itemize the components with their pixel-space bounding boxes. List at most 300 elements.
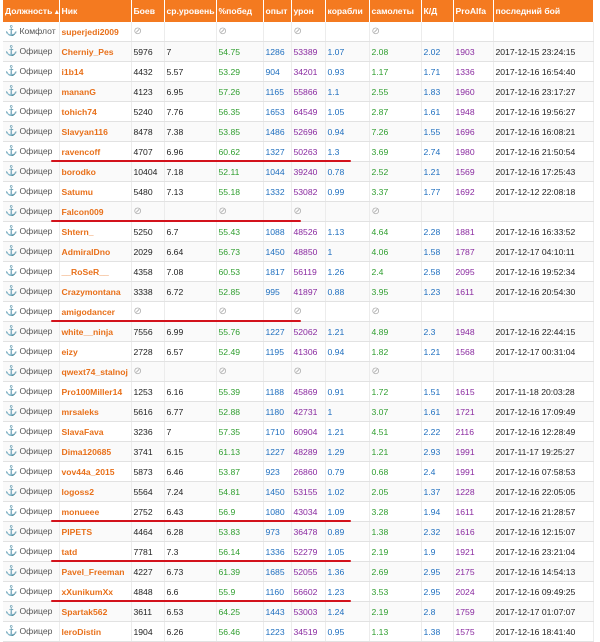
ships-cell: 1 <box>325 402 369 422</box>
last-battle-cell: 2017-12-16 16:54:40 <box>493 62 593 82</box>
xp-cell: 1332 <box>263 182 291 202</box>
table-row <box>3 82 593 102</box>
battles-cell: 3236 <box>131 422 164 442</box>
planes-cell: 1.21 <box>369 442 421 462</box>
rank-cell <box>3 42 59 62</box>
ships-cell: 1.02 <box>325 482 369 502</box>
nick-link[interactable]: Crazymontana <box>59 282 131 302</box>
xp-cell: 1165 <box>263 82 291 102</box>
planes-cell: 3.37 <box>369 182 421 202</box>
rank-label: Офицер <box>19 66 53 76</box>
win-rate-cell: 56.46 <box>216 622 263 642</box>
damage-cell: 53003 <box>291 602 325 622</box>
damage-cell: 39240 <box>291 162 325 182</box>
rank-label: Офицер <box>19 566 53 576</box>
last-battle-cell: 2017-12-16 22:44:15 <box>493 322 593 342</box>
battles-cell: 4227 <box>131 562 164 582</box>
proalfa-cell: 2024 <box>453 582 493 602</box>
ships-cell: 1.07 <box>325 42 369 62</box>
damage-cell: 56602 <box>291 582 325 602</box>
planes-cell: 4.64 <box>369 222 421 242</box>
anchor-icon: ⚓ <box>5 46 18 57</box>
planes-cell: 2.87 <box>369 102 421 122</box>
last-battle-cell: 2017-12-16 22:05:05 <box>493 482 593 502</box>
rank-label: Офицер <box>19 206 53 216</box>
kd-cell: 2.95 <box>421 582 453 602</box>
kd-cell: 1.37 <box>421 482 453 502</box>
xp-cell: 1486 <box>263 122 291 142</box>
anchor-icon: ⚓ <box>5 466 18 477</box>
rank-cell <box>3 402 59 422</box>
proalfa-cell: 1960 <box>453 82 493 102</box>
anchor-icon: ⚓ <box>5 326 18 337</box>
kd-cell: 2.4 <box>421 462 453 482</box>
nick-link[interactable]: eizy <box>59 342 131 362</box>
proalfa-cell: 1611 <box>453 502 493 522</box>
rank-label: Офицер <box>19 506 53 516</box>
xp-cell: 1180 <box>263 402 291 422</box>
xp-cell: 1223 <box>263 622 291 642</box>
kd-cell: 1.38 <box>421 622 453 642</box>
column-header-proalfa[interactable]: ProAlfa <box>453 0 493 22</box>
damage-cell: 64549 <box>291 102 325 122</box>
hidden-stat-cell: ⊘ <box>369 362 421 382</box>
ships-cell: 0.95 <box>325 622 369 642</box>
win-rate-cell: 55.9 <box>216 582 263 602</box>
nick-link[interactable]: mananG <box>59 82 131 102</box>
damage-cell: 34519 <box>291 622 325 642</box>
column-header-rank[interactable]: Должность▲ <box>3 0 59 22</box>
proalfa-cell: 1980 <box>453 142 493 162</box>
last-battle-cell: 2017-12-16 12:28:49 <box>493 422 593 442</box>
rank-cell <box>3 162 59 182</box>
damage-cell: 55866 <box>291 82 325 102</box>
kd-cell: 2.28 <box>421 222 453 242</box>
last-battle-cell: 2017-12-17 00:31:04 <box>493 342 593 362</box>
battles-cell: 4123 <box>131 82 164 102</box>
xp-cell: 1336 <box>263 542 291 562</box>
proalfa-cell: 1759 <box>453 602 493 622</box>
rank-label: Офицер <box>19 266 53 276</box>
battles-cell: 5480 <box>131 182 164 202</box>
planes-cell: 2.4 <box>369 262 421 282</box>
last-battle-cell: 2017-12-16 21:50:54 <box>493 142 593 162</box>
column-header-damage[interactable]: урон <box>291 0 325 22</box>
nick-link[interactable]: Cherniy_Pes <box>59 42 131 62</box>
table-row <box>3 362 593 382</box>
xp-cell: 1195 <box>263 342 291 362</box>
nick-link[interactable]: white__ninja <box>59 322 131 342</box>
win-rate-cell: 64.25 <box>216 602 263 622</box>
hidden-stat-cell <box>453 202 493 222</box>
anchor-icon: ⚓ <box>5 246 18 257</box>
xp-cell: 1227 <box>263 322 291 342</box>
table-row <box>3 322 593 342</box>
win-rate-cell: 53.87 <box>216 462 263 482</box>
nick-link[interactable]: monueee <box>59 502 131 522</box>
rank-label: Офицер <box>19 306 53 316</box>
ships-cell: 1.36 <box>325 562 369 582</box>
proalfa-cell: 1921 <box>453 542 493 562</box>
win-rate-cell: 56.35 <box>216 102 263 122</box>
ships-cell: 1 <box>325 242 369 262</box>
win-rate-cell: 60.53 <box>216 262 263 282</box>
proalfa-cell: 1568 <box>453 342 493 362</box>
last-battle-cell: 2017-12-16 19:56:27 <box>493 102 593 122</box>
column-header-xp[interactable]: опыт <box>263 0 291 22</box>
table-row <box>3 302 593 322</box>
planes-cell: 1.17 <box>369 62 421 82</box>
proalfa-cell: 1948 <box>453 322 493 342</box>
kd-cell: 1.71 <box>421 62 453 82</box>
damage-cell: 48526 <box>291 222 325 242</box>
anchor-icon: ⚓ <box>5 546 18 557</box>
red-underline-mark <box>51 560 351 562</box>
table-row <box>3 402 593 422</box>
planes-cell: 1.13 <box>369 622 421 642</box>
hidden-stat-cell <box>164 202 216 222</box>
battles-cell: 4358 <box>131 262 164 282</box>
column-header-ships[interactable]: корабли <box>325 0 369 22</box>
table-row <box>3 442 593 462</box>
last-battle-cell: 2017-12-16 07:58:53 <box>493 462 593 482</box>
damage-cell: 41306 <box>291 342 325 362</box>
win-rate-cell: 57.35 <box>216 422 263 442</box>
rank-label: Офицер <box>19 386 53 396</box>
rank-cell <box>3 262 59 282</box>
anchor-icon: ⚓ <box>5 346 18 357</box>
hidden-stat-cell <box>421 22 453 42</box>
battles-cell: 1904 <box>131 622 164 642</box>
rank-label: Офицер <box>19 366 53 376</box>
table-row <box>3 282 593 302</box>
hidden-stat-cell <box>263 362 291 382</box>
damage-cell: 52062 <box>291 322 325 342</box>
ships-cell: 1.26 <box>325 262 369 282</box>
hidden-stat-cell: ⊘ <box>291 362 325 382</box>
avg-level-cell: 6.72 <box>164 282 216 302</box>
avg-level-cell: 7.76 <box>164 102 216 122</box>
table-row <box>3 422 593 442</box>
damage-cell: 48850 <box>291 242 325 262</box>
ships-cell: 0.99 <box>325 182 369 202</box>
planes-cell: 3.28 <box>369 502 421 522</box>
table-row <box>3 562 593 582</box>
nick-link[interactable]: SlavaFava <box>59 422 131 442</box>
avg-level-cell: 6.7 <box>164 222 216 242</box>
battles-cell: 5564 <box>131 482 164 502</box>
rank-cell <box>3 82 59 102</box>
red-underline-mark <box>51 160 351 162</box>
hidden-stat-cell <box>263 202 291 222</box>
win-rate-cell: 55.76 <box>216 322 263 342</box>
rank-label: Офицер <box>19 486 53 496</box>
avg-level-cell: 7.24 <box>164 482 216 502</box>
hidden-stat-cell: ⊘ <box>131 362 164 382</box>
avg-level-cell: 6.46 <box>164 462 216 482</box>
table-row <box>3 382 593 402</box>
last-battle-cell: 2017-12-16 17:25:43 <box>493 162 593 182</box>
planes-cell: 2.05 <box>369 482 421 502</box>
anchor-icon: ⚓ <box>5 226 18 237</box>
damage-cell: 36478 <box>291 522 325 542</box>
table-row <box>3 342 593 362</box>
damage-cell: 48289 <box>291 442 325 462</box>
battles-cell: 5873 <box>131 462 164 482</box>
rank-label: Офицер <box>19 406 53 416</box>
column-header-win-rate[interactable]: %побед <box>216 0 263 22</box>
last-battle-cell: 2017-11-17 19:25:27 <box>493 442 593 462</box>
planes-cell: 4.06 <box>369 242 421 262</box>
column-header-battles[interactable]: Боев <box>131 0 164 22</box>
last-battle-cell: 2017-12-16 17:09:49 <box>493 402 593 422</box>
battles-cell: 8478 <box>131 122 164 142</box>
ships-cell: 0.94 <box>325 342 369 362</box>
avg-level-cell: 6.15 <box>164 442 216 462</box>
nick-link[interactable]: tohich74 <box>59 102 131 122</box>
hidden-stat-cell <box>453 302 493 322</box>
nick-link[interactable]: xXunikumXx <box>59 582 131 602</box>
rank-label: Офицер <box>19 546 53 556</box>
table-row <box>3 622 593 642</box>
nick-link[interactable]: borodko <box>59 162 131 182</box>
hidden-stat-cell <box>493 302 593 322</box>
hidden-stat-cell: ⊘ <box>291 202 325 222</box>
rank-cell <box>3 362 59 382</box>
header-row <box>3 0 593 22</box>
column-header-nick[interactable]: Ник <box>59 0 131 22</box>
rank-label: Офицер <box>19 526 53 536</box>
nick-link[interactable]: Dima120685 <box>59 442 131 462</box>
column-header-avg-level[interactable]: ср.уровень <box>164 0 216 22</box>
rank-label: Офицер <box>19 466 53 476</box>
nick-link[interactable]: Spartak562 <box>59 602 131 622</box>
nick-link[interactable]: Pro100Miller14 <box>59 382 131 402</box>
xp-cell: 1710 <box>263 422 291 442</box>
table-row <box>3 462 593 482</box>
anchor-icon: ⚓ <box>5 486 18 497</box>
anchor-icon: ⚓ <box>5 366 18 377</box>
nick-link[interactable]: Falcon009 <box>59 202 131 222</box>
ships-cell: 1.1 <box>325 82 369 102</box>
planes-cell: 7.26 <box>369 122 421 142</box>
column-header-kd[interactable]: К/Д <box>421 0 453 22</box>
proalfa-cell: 1881 <box>453 222 493 242</box>
avg-level-cell: 6.95 <box>164 82 216 102</box>
avg-level-cell: 7 <box>164 42 216 62</box>
rank-label: Комфлот <box>19 26 56 36</box>
planes-cell: 3.53 <box>369 582 421 602</box>
xp-cell: 904 <box>263 62 291 82</box>
rank-cell <box>3 602 59 622</box>
column-header-last-battle[interactable]: последний бой <box>493 0 593 22</box>
hidden-stat-cell: ⊘ <box>216 22 263 42</box>
kd-cell: 1.21 <box>421 342 453 362</box>
nick-link[interactable]: ravencoff <box>59 142 131 162</box>
hidden-stat-cell <box>164 22 216 42</box>
hidden-stat-cell: ⊘ <box>131 202 164 222</box>
battles-cell: 2728 <box>131 342 164 362</box>
table-row <box>3 62 593 82</box>
nick-link[interactable]: superjedi2009 <box>59 22 131 42</box>
avg-level-cell: 6.96 <box>164 142 216 162</box>
last-battle-cell: 2017-12-16 18:41:40 <box>493 622 593 642</box>
kd-cell: 1.83 <box>421 82 453 102</box>
hidden-stat-cell <box>421 202 453 222</box>
last-battle-cell: 2017-12-15 23:24:15 <box>493 42 593 62</box>
xp-cell: 1450 <box>263 482 291 502</box>
planes-cell: 2.08 <box>369 42 421 62</box>
rank-cell <box>3 182 59 202</box>
table-row <box>3 582 593 602</box>
column-header-planes[interactable]: самолеты <box>369 0 421 22</box>
avg-level-cell: 7.08 <box>164 262 216 282</box>
kd-cell: 2.22 <box>421 422 453 442</box>
damage-cell: 52055 <box>291 562 325 582</box>
table-row <box>3 162 593 182</box>
hidden-stat-cell <box>164 302 216 322</box>
xp-cell: 1160 <box>263 582 291 602</box>
last-battle-cell: 2017-11-18 20:03:28 <box>493 382 593 402</box>
ships-cell: 1.13 <box>325 222 369 242</box>
nick-link[interactable]: tatd <box>59 542 131 562</box>
rank-label: Офицер <box>19 126 53 136</box>
win-rate-cell: 56.14 <box>216 542 263 562</box>
nick-link[interactable]: Shtern_ <box>59 222 131 242</box>
xp-cell: 1088 <box>263 222 291 242</box>
avg-level-cell: 7.38 <box>164 122 216 142</box>
rank-cell <box>3 422 59 442</box>
proalfa-cell: 1569 <box>453 162 493 182</box>
anchor-icon: ⚓ <box>5 186 18 197</box>
proalfa-cell: 2116 <box>453 422 493 442</box>
avg-level-cell: 6.16 <box>164 382 216 402</box>
win-rate-cell: 55.18 <box>216 182 263 202</box>
battles-cell: 5250 <box>131 222 164 242</box>
nick-link[interactable]: qwext74_stalnoj <box>59 362 131 382</box>
win-rate-cell: 53.85 <box>216 122 263 142</box>
avg-level-cell: 6.57 <box>164 342 216 362</box>
ships-cell: 0.93 <box>325 62 369 82</box>
rank-label: Офицер <box>19 226 53 236</box>
proalfa-cell: 1721 <box>453 402 493 422</box>
anchor-icon: ⚓ <box>5 206 18 217</box>
rank-cell <box>3 222 59 242</box>
proalfa-cell: 2175 <box>453 562 493 582</box>
nick-link[interactable]: mrsaleks <box>59 402 131 422</box>
rank-label: Офицер <box>19 606 53 616</box>
rank-label: Офицер <box>19 86 53 96</box>
kd-cell: 1.61 <box>421 402 453 422</box>
hidden-stat-cell: ⊘ <box>291 302 325 322</box>
nick-link[interactable]: amigodancer <box>59 302 131 322</box>
xp-cell: 1653 <box>263 102 291 122</box>
proalfa-cell: 1228 <box>453 482 493 502</box>
anchor-icon: ⚓ <box>5 166 18 177</box>
proalfa-cell: 1787 <box>453 242 493 262</box>
xp-cell: 973 <box>263 522 291 542</box>
xp-cell: 1443 <box>263 602 291 622</box>
battles-cell: 4707 <box>131 142 164 162</box>
last-battle-cell: 2017-12-16 16:08:21 <box>493 122 593 142</box>
nick-link[interactable]: i1b14 <box>59 62 131 82</box>
planes-cell: 4.89 <box>369 322 421 342</box>
ships-cell: 0.94 <box>325 122 369 142</box>
proalfa-cell: 1611 <box>453 282 493 302</box>
anchor-icon: ⚓ <box>5 66 18 77</box>
hidden-stat-cell: ⊘ <box>369 22 421 42</box>
rank-label: Офицер <box>19 426 53 436</box>
hidden-stat-cell <box>453 362 493 382</box>
table-row <box>3 42 593 62</box>
rank-cell <box>3 562 59 582</box>
nick-link[interactable]: Slavyan116 <box>59 122 131 142</box>
battles-cell: 4432 <box>131 62 164 82</box>
last-battle-cell: 2017-12-16 16:33:52 <box>493 222 593 242</box>
rank-cell <box>3 442 59 462</box>
rank-cell <box>3 582 59 602</box>
planes-cell: 3.95 <box>369 282 421 302</box>
rank-cell <box>3 482 59 502</box>
xp-cell: 1044 <box>263 162 291 182</box>
rank-cell <box>3 342 59 362</box>
damage-cell: 43034 <box>291 502 325 522</box>
xp-cell: 1080 <box>263 502 291 522</box>
avg-level-cell: 7 <box>164 422 216 442</box>
damage-cell: 26860 <box>291 462 325 482</box>
nick-link[interactable]: PIPETS <box>59 522 131 542</box>
nick-link[interactable]: vov44a_2015 <box>59 462 131 482</box>
win-rate-cell: 61.13 <box>216 442 263 462</box>
table-row <box>3 122 593 142</box>
proalfa-cell: 1991 <box>453 442 493 462</box>
hidden-stat-cell <box>164 362 216 382</box>
kd-cell: 1.58 <box>421 242 453 262</box>
win-rate-cell: 52.49 <box>216 342 263 362</box>
nick-link[interactable]: Pavel_Freeman <box>59 562 131 582</box>
xp-cell: 1286 <box>263 42 291 62</box>
hidden-stat-cell <box>325 22 369 42</box>
xp-cell: 1227 <box>263 442 291 462</box>
ships-cell: 1.21 <box>325 322 369 342</box>
anchor-icon: ⚓ <box>5 106 18 117</box>
nick-link[interactable]: logoss2 <box>59 482 131 502</box>
table-row <box>3 182 593 202</box>
win-rate-cell: 54.81 <box>216 482 263 502</box>
nick-link[interactable]: leroDistin <box>59 622 131 642</box>
xp-cell: 1450 <box>263 242 291 262</box>
win-rate-cell: 57.26 <box>216 82 263 102</box>
xp-cell: 1327 <box>263 142 291 162</box>
xp-cell: 1817 <box>263 262 291 282</box>
kd-cell: 1.94 <box>421 502 453 522</box>
rank-cell <box>3 522 59 542</box>
hidden-stat-cell <box>493 22 593 42</box>
damage-cell: 42731 <box>291 402 325 422</box>
rank-cell <box>3 62 59 82</box>
planes-cell: 2.19 <box>369 542 421 562</box>
nick-link[interactable]: Satumu <box>59 182 131 202</box>
damage-cell: 53155 <box>291 482 325 502</box>
last-battle-cell: 2017-12-12 22:08:18 <box>493 182 593 202</box>
avg-level-cell: 7.3 <box>164 542 216 562</box>
red-underline-mark <box>51 320 301 322</box>
rank-cell <box>3 282 59 302</box>
planes-cell: 2.19 <box>369 602 421 622</box>
hidden-stat-cell: ⊘ <box>291 22 325 42</box>
nick-link[interactable]: AdmiralDno <box>59 242 131 262</box>
nick-link[interactable]: __RoSeR__ <box>59 262 131 282</box>
